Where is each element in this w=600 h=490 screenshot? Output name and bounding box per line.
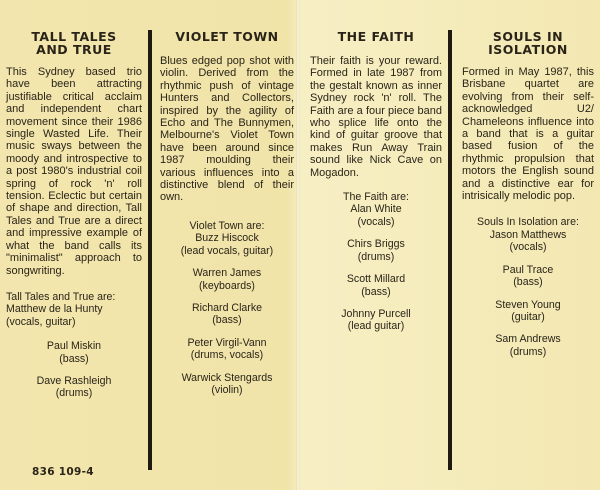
member-role: (drums) — [357, 250, 395, 263]
member-name: Matthew de la Hunty — [6, 303, 103, 316]
band-description: Their faith is your reward. Formed in late 1987 from the gestalt known as inner Sydney rock 'n' roll. The Faith are a four piece band who splice life onto the kind of guitar groove that makes Run Away Train sound like Nick Cave on Mogadon. — [310, 55, 442, 179]
members-heading-text: The Faith are: — [343, 191, 409, 204]
member-name: Sam Andrews — [495, 333, 561, 346]
member-list — [462, 216, 594, 358]
members-heading-text: Souls In Isolation are: — [477, 216, 579, 229]
member-name: Peter Virgil-Vann — [187, 336, 267, 349]
member-role: (drums, vocals) — [190, 349, 264, 362]
member-item — [6, 340, 142, 365]
member-name: Alan White — [350, 203, 402, 216]
member-name: Paul Miskin — [46, 340, 102, 353]
member-name: Dave Rashleigh — [36, 374, 112, 387]
member-role: (bass) — [59, 352, 89, 365]
member-role: (bass) — [361, 285, 391, 298]
member-role: (vocals) — [509, 241, 547, 254]
member-item — [310, 191, 442, 228]
member-list — [6, 291, 142, 400]
member-item — [462, 216, 594, 253]
member-role: (bass) — [212, 314, 242, 327]
column-the-faith — [310, 30, 442, 343]
page-fold — [296, 0, 300, 490]
band-description: Blues edged pop shot with violin. Derived from the rhythmic push of vintage Hunters and Collectors, inspired by the agility of Echo and The Bunnymen, Melbourne's Violet Town have been around since 1987 moulding their various influences into a distinctive blend of their own. — [160, 55, 294, 204]
member-name: Warren James — [192, 267, 262, 280]
member-item — [462, 299, 594, 324]
member-role: (lead vocals, guitar) — [180, 244, 274, 257]
member-role: (drums) — [509, 345, 547, 358]
member-role: (lead guitar) — [347, 320, 405, 333]
band-title: THE FAITH — [337, 29, 415, 44]
members-heading — [6, 291, 142, 328]
member-item — [160, 337, 294, 362]
member-name: Richard Clarke — [191, 301, 263, 314]
member-name: Warwick Stengards — [181, 371, 273, 384]
member-list — [160, 220, 294, 396]
column-violet-town — [160, 30, 294, 406]
members-heading-text: Tall Tales and True are: — [6, 290, 116, 303]
member-name: Jason Matthews — [489, 228, 567, 241]
column-tall-tales-and-true — [6, 30, 142, 410]
member-name: Chirs Briggs — [347, 238, 405, 251]
member-item — [310, 273, 442, 298]
band-description: Formed in May 1987, this Brisbane quartet are evolving from their self-acknowledged U2/ Chameleons influence into a band that is a guitar based fusion of the rhythmic propulsion that motors the English sound and a distinctive ear for intrisically melodic pop. — [462, 66, 594, 203]
member-role: (guitar) — [511, 310, 545, 323]
member-item — [160, 220, 294, 257]
member-name: Buzz Hiscock — [195, 232, 259, 245]
member-item — [310, 238, 442, 263]
member-list — [310, 191, 442, 333]
column-divider — [148, 30, 152, 470]
member-item — [462, 264, 594, 289]
member-role: (keyboards) — [199, 279, 255, 292]
members-heading-text: Violet Town are: — [189, 219, 265, 232]
member-role: (vocals) — [357, 215, 395, 228]
member-name: Paul Trace — [502, 263, 554, 276]
column-divider — [448, 30, 452, 470]
member-item — [160, 267, 294, 292]
member-role: (bass) — [513, 276, 543, 289]
band-title: TALL TALES AND TRUE — [31, 29, 117, 57]
band-title: VIOLET TOWN — [175, 29, 279, 44]
band-title: SOULS IN ISOLATION — [488, 29, 568, 57]
band-description: This Sydney based trio have been attracting justifiable critical acclaim and independent chart movement since their 1986 single Wasted Life. Their music sways between the moody and introspective to a post 1980's industrial coil spring of rock 'n' roll tension. Eclectic but certain of shape and direction, Tall Tales and True are a direct and impressive example of what the band calls its "minimalist" approach to songwriting. — [6, 66, 142, 277]
member-item — [160, 302, 294, 327]
member-name: Steven Young — [495, 298, 561, 311]
member-name: Scott Millard — [346, 273, 406, 286]
member-name: Johnny Purcell — [341, 307, 411, 320]
member-role: (violin) — [211, 383, 243, 396]
column-souls-in-isolation — [462, 30, 594, 368]
member-item — [160, 372, 294, 397]
catalog-number: 836 109-4 — [32, 466, 94, 478]
member-item — [310, 308, 442, 333]
member-item — [462, 333, 594, 358]
member-role: (vocals, guitar) — [6, 315, 76, 328]
member-role: (drums) — [55, 387, 93, 400]
member-item — [6, 375, 142, 400]
